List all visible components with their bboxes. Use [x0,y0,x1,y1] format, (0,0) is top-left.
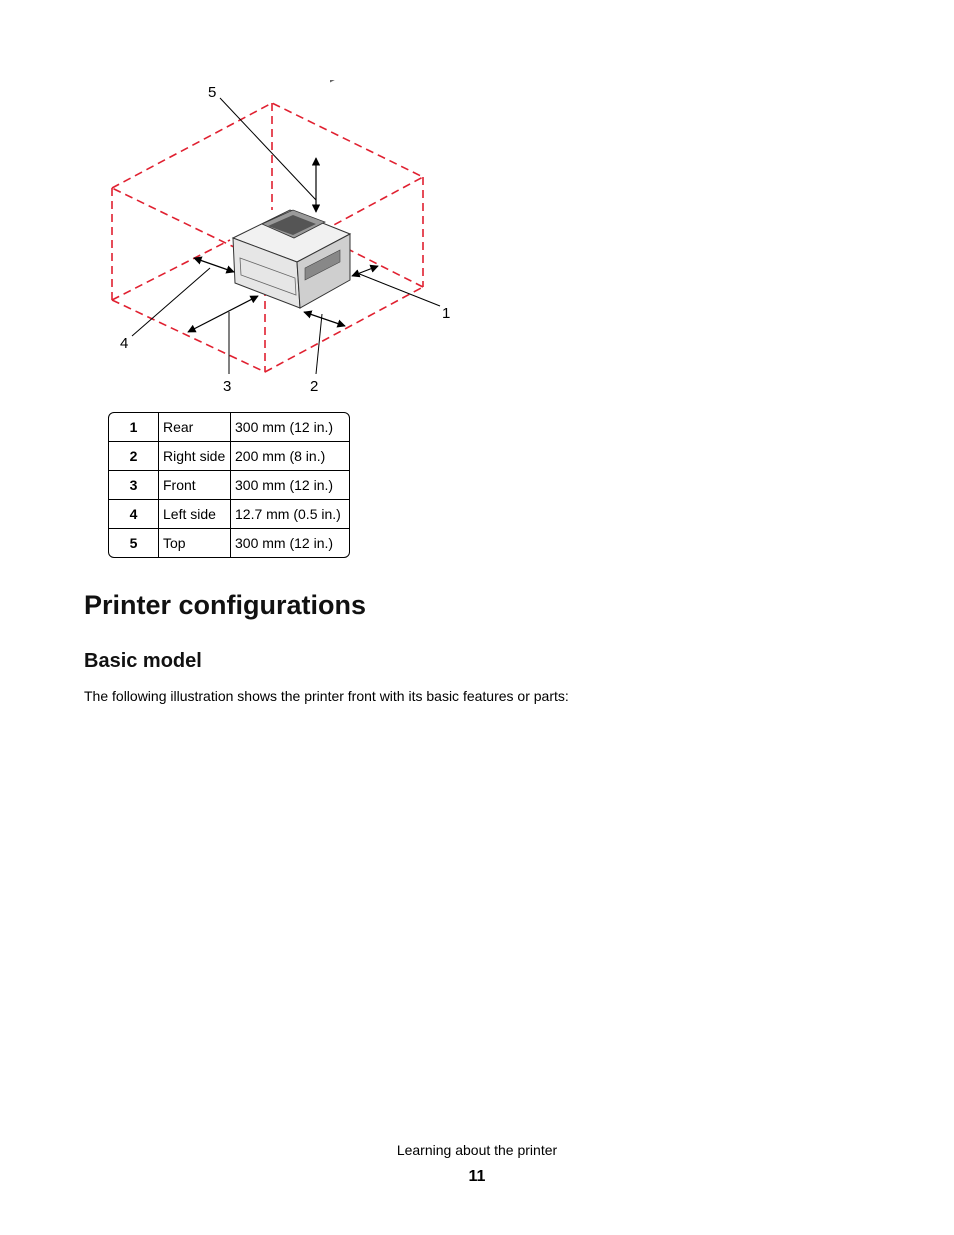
callout-2: 2 [310,378,319,395]
page-number: 11 [468,1168,486,1185]
row-distance: 12.7 mm (0.5 in.) [231,500,349,529]
clearance-diagram-svg [100,80,470,400]
left-clearance-arrow [194,258,234,272]
table-row [109,500,349,529]
table-row [109,471,349,500]
right-clearance-arrow [304,312,345,326]
row-location: Top [159,529,231,557]
row-distance: 300 mm (12 in.) [231,413,349,442]
row-number: 4 [109,500,159,529]
rear-clearance-arrow [352,266,378,276]
row-distance: 200 mm (8 in.) [231,442,349,471]
subsection-title: Basic model [84,650,202,672]
table-row [109,442,349,471]
row-number: 2 [109,442,159,471]
row-location: Right side [159,442,231,471]
row-location: Front [159,471,231,500]
callout-4: 4 [120,335,129,352]
callout-3: 3 [223,378,232,395]
footer-chapter-label: Learning about the printer [396,1142,558,1158]
row-location: Rear [159,413,231,442]
callout-5: 5 [208,84,217,101]
row-distance: 300 mm (12 in.) [231,471,349,500]
front-clearance-arrow [188,296,258,332]
row-location: Left side [159,500,231,529]
row-distance: 300 mm (12 in.) [235,535,334,551]
row-number: 1 [109,413,159,442]
printer-clearance-illustration [100,80,470,400]
table-row [109,529,349,557]
callout-1: 1 [442,305,451,322]
table-row [109,413,349,442]
clearance-table [108,412,350,558]
row-number: 5 [109,529,159,557]
intro-paragraph: The following illustration shows the printer front with its basic features or parts: [84,688,569,704]
section-title: Printer configurations [84,590,367,620]
row-number: 3 [109,471,159,500]
